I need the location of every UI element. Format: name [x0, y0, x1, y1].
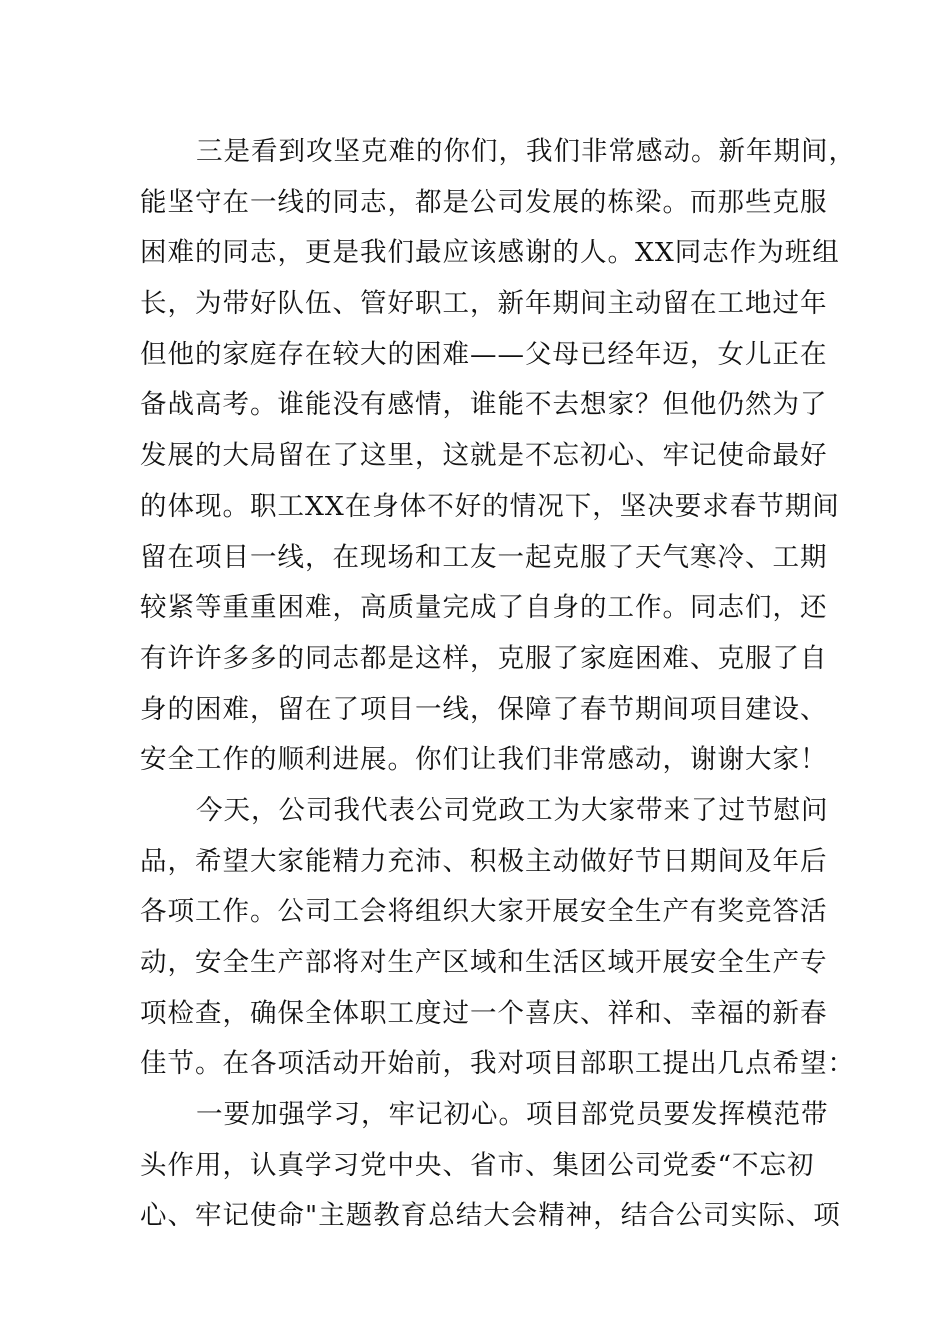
paragraph-line: 困难的同志，更是我们最应该感谢的人。XX同志作为班组	[140, 237, 840, 269]
paragraph-line: 安全工作的顺利进展。你们让我们非常感动，谢谢大家！	[140, 744, 828, 776]
paragraph-line: 佳节。在各项活动开始前，我对项目部职工提出几点希望：	[140, 1048, 855, 1080]
paragraph-line: 三是看到攻坚克难的你们，我们非常感动。新年期间，	[196, 136, 856, 167]
paragraph-line: 备战高考。谁能没有感情，谁能不去想家？但他仍然为了	[140, 389, 828, 421]
document-body	[140, 127, 856, 1242]
paragraph-line: 长，为带好队伍、管好职工，新年期间主动留在工地过年	[140, 288, 828, 320]
paragraph-1	[140, 127, 856, 786]
paragraph-line: 发展的大局留在了这里，这就是不忘初心、牢记使命最好	[140, 440, 828, 472]
paragraph-line: 项检查，确保全体职工度过一个喜庆、祥和、幸福的新春	[140, 997, 828, 1029]
paragraph-line: 身的困难，留在了项目一线，保障了春节期间项目建设、	[140, 693, 828, 725]
paragraph-line: 头作用，认真学习党中央、省市、集团公司党委“不忘初	[140, 1149, 815, 1181]
paragraph-line: 但他的家庭存在较大的困难——父母已经年迈，女儿正在	[140, 338, 828, 370]
paragraph-line: 的体现。职工XX在身体不好的情况下，坚决要求春节期间	[140, 490, 840, 522]
paragraph-3	[140, 1090, 841, 1242]
paragraph-line: 能坚守在一线的同志，都是公司发展的栋梁。而那些克服	[140, 186, 828, 218]
paragraph-2	[140, 786, 855, 1090]
paragraph-line: 今天，公司我代表公司党政工为大家带来了过节慰问	[196, 794, 829, 826]
paragraph-line: 较紧等重重困难，高质量完成了自身的工作。同志们，还	[140, 592, 828, 624]
paragraph-line: 心、牢记使命"主题教育总结大会精神，结合公司实际、项	[140, 1200, 841, 1232]
paragraph-line: 动，安全生产部将对生产区域和生活区域开展安全生产专	[140, 947, 828, 978]
paragraph-line: 留在项目一线，在现场和工友一起克服了天气寒冷、工期	[140, 541, 828, 573]
paragraph-line: 各项工作。公司工会将组织大家开展安全生产有奖竞答活	[140, 896, 828, 928]
paragraph-line: 品，希望大家能精力充沛、积极主动做好节日期间及年后	[140, 845, 828, 877]
paragraph-line: 有许许多多的同志都是这样，克服了家庭困难、克服了自	[140, 642, 828, 674]
paragraph-line: 一要加强学习，牢记初心。项目部党员要发挥模范带	[196, 1099, 829, 1131]
